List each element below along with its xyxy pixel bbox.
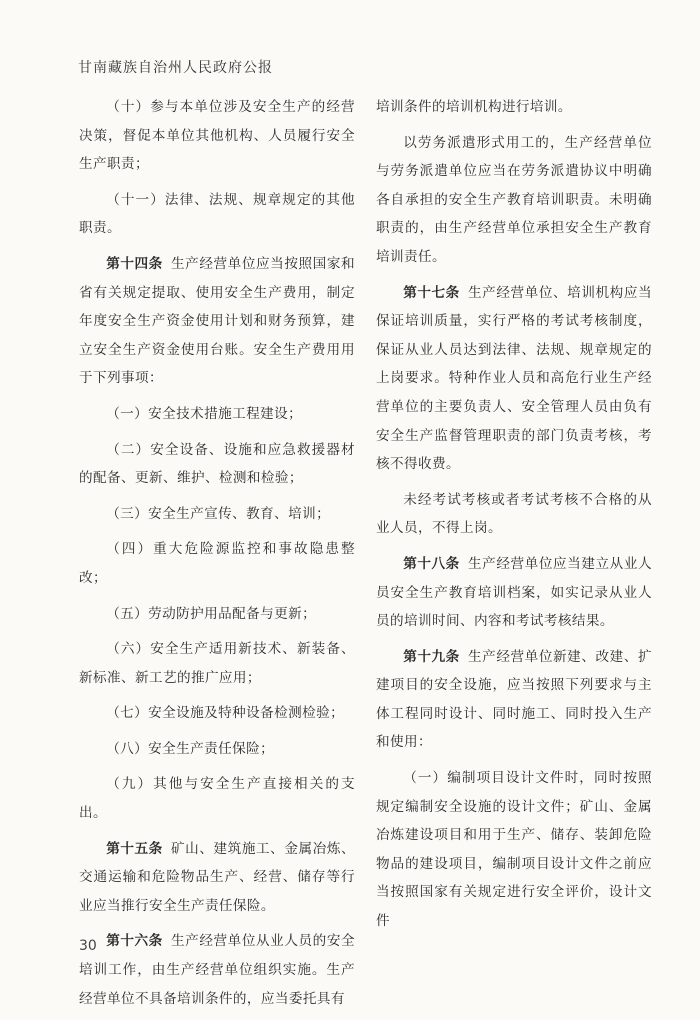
article-paragraph: 第十九条 生产经营单位新建、改建、扩建项目的安全设施，应当按照下列要求与主体工程同时设计、同时施工、同时投入生产和使用： <box>376 648 652 751</box>
right-column <box>376 93 652 943</box>
list-item: （六）安全生产适用新技术、新装备、新标准、新工艺的推广应用； <box>79 641 355 686</box>
article-paragraph: 第十五条 矿山、建筑施工、金属冶炼、交通运输和危险物品生产、经营、储存等行业应当推行安全生产责任保险。 <box>79 840 355 914</box>
left-column <box>79 93 355 1020</box>
article-number: 第十九条 <box>403 648 460 665</box>
paragraph-continuation: 培训条件的培训机构进行培训。 <box>376 99 572 115</box>
paragraph: 以劳务派遣形式用工的，生产经营单位与劳务派遣单位应当在劳务派遣协议中明确各自承担的安全生产教育培训职责。未明确职责的，由生产经营单位承担安全生产教育培训责任。 <box>376 134 652 265</box>
list-item: （五）劳动防护用品配备与更新； <box>106 605 317 622</box>
article-number: 第十四条 <box>106 255 163 272</box>
article-paragraph: 第十八条 生产经营单位应当建立从业人员安全生产教育培训档案，如实记录从业人员的培训时间、内容和考试考核结果。 <box>376 555 652 630</box>
article-paragraph: 第十七条 生产经营单位、培训机构应当保证培训质量，实行严格的考试考核制度，保证从业人员达到法律、法规、规章规定的上岗要求。特种作业人员和高危行业生产经营单位的主要负责人、安全管理人员由负有安全生产监督管理职责的部门负责考核，考核不得收费。 <box>376 284 652 473</box>
list-item: （七）安全设施及特种设备检测检验； <box>106 705 345 722</box>
list-item: （三）安全生产宣传、教育、培训； <box>106 505 331 522</box>
article-number: 第十八条 <box>403 555 460 572</box>
paragraph: （十）参与本单位涉及安全生产的经营决策，督促本单位其他机构、人员履行安全生产职责； <box>79 99 355 173</box>
list-item: （二）安全设备、设施和应急救援器材的配备、更新、维护、检测和检验； <box>79 441 355 487</box>
list-item: （一）编制项目设计文件时，同时按照规定编制安全设施的设计文件；矿山、金属冶炼建设项目和用于生产、储存、装卸危险物品的建设项目，编制项目设计文件之前应当按照国家有关规定进行安全评价，设计文件 <box>376 770 652 930</box>
list-item: （四）重大危险源监控和事故隐患整改； <box>79 541 355 586</box>
article-number: 第十六条 <box>106 933 163 950</box>
article-number: 第十七条 <box>403 284 460 301</box>
article-number: 第十五条 <box>106 840 163 857</box>
page-number: 30 <box>79 938 97 954</box>
paragraph: 未经考试考核或者考试考核不合格的从业人员，不得上岗。 <box>376 491 652 537</box>
running-header: 甘南藏族自治州人民政府公报 <box>78 60 273 76</box>
list-item: （八）安全生产责任保险； <box>106 740 275 757</box>
paragraph: （十一）法律、法规、规章规定的其他职责。 <box>79 191 355 237</box>
list-item: （九）其他与安全生产直接相关的支出。 <box>79 776 355 822</box>
article-paragraph: 第十四条 生产经营单位应当按照国家和省有关规定提取、使用安全生产费用，制定年度安全生产资金使用计划和财务预算，建立安全生产资金使用台账。安全生产费用用于下列事项： <box>79 255 355 387</box>
article-paragraph: 第十六条 生产经营单位从业人员的安全培训工作，由生产经营单位组织实施。生产经营单位不具备培训条件的，应当委托具有 <box>79 933 355 1007</box>
list-item: （一）安全技术措施工程建设； <box>106 405 303 422</box>
